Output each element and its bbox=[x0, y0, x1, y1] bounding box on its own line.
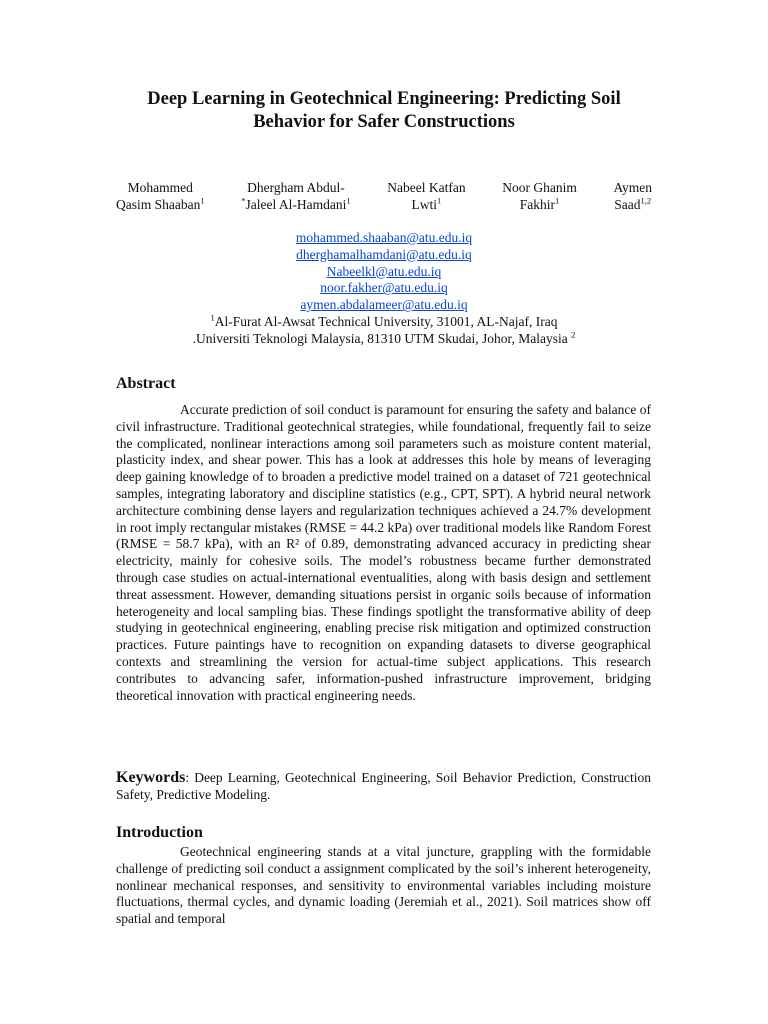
author-name-line1: Aymen bbox=[613, 180, 652, 195]
keywords-paragraph bbox=[116, 770, 651, 804]
affiliation-1 bbox=[0, 314, 768, 331]
author-name-line1: Dhergham Abdul- bbox=[247, 180, 345, 195]
keywords-text: : Deep Learning, Geotechnical Engineering, Soil Behavior Prediction, Construction Safety, Predictive Modeling. bbox=[116, 770, 651, 802]
email-list bbox=[0, 230, 768, 348]
author-name-line1: Mohammed bbox=[127, 180, 193, 195]
author-4 bbox=[502, 179, 577, 213]
corresponding-mark: * bbox=[241, 195, 246, 206]
author-5 bbox=[613, 179, 652, 213]
email-link[interactable]: Nabeelkl@atu.edu.iq bbox=[326, 263, 442, 279]
author-list bbox=[116, 179, 652, 213]
author-affiliation-sup: 1 bbox=[555, 195, 560, 206]
author-name-line1: Noor Ghanim bbox=[502, 180, 577, 195]
introduction-body: Geotechnical engineering stands at a vital juncture, grappling with the formidable challenge of predicting soil conduct a assignment complicated by the soil’s inherent heterogeneity, nonlinear mechanical responses, and sensitivity to environmental variables including moisture fluctuations, thermal cycles, and dynamic loading (Jeremiah et al., 2021). Soil matrices show off spatial and temporal bbox=[116, 844, 651, 927]
author-name-line2: Jaleel Al-Hamdani bbox=[245, 197, 347, 212]
abstract-heading: Abstract bbox=[116, 375, 176, 392]
email-link[interactable]: dherghamalhamdani@atu.edu.iq bbox=[296, 246, 472, 262]
title-line-2: Behavior for Safer Constructions bbox=[253, 112, 515, 132]
author-3 bbox=[387, 179, 465, 213]
author-affiliation-sup: 1 bbox=[346, 195, 351, 206]
affiliation-2 bbox=[0, 331, 768, 348]
email-link[interactable]: noor.fakher@atu.edu.iq bbox=[320, 280, 448, 296]
author-name-line2: Fakhir bbox=[519, 197, 556, 212]
author-1 bbox=[116, 179, 205, 213]
author-name-line1: Nabeel Katfan bbox=[387, 180, 466, 195]
author-affiliation-sup: 1 bbox=[200, 195, 205, 206]
abstract-body: Accurate prediction of soil conduct is paramount for ensuring the safety and balance of civil infrastructure. Traditional geotechnical strategies, while foundational, frequently fail to seize the complicated, nonlinear interactions among soil parameters such as moisture content material, plasticity index, and shear power. This has a look at addresses this hole by means of leveraging deep gaining knowledge of to broaden a predictive model trained on a dataset of 721 geotechnical samples, integrating laboratory and discipline statistics (e.g., CPT, SPT). A hybrid neural network architecture combining dense layers and regularization techniques achieved a 24.7% development in root imply rectangular mistakes (RMSE = 44.2 kPa) over traditional models like Random Forest (RMSE = 58.7 kPa), with an R² of 0.89, demonstrating advanced accuracy in predicting shear electricity, mainly for cohesive soils. The model’s robustness became further demonstrated through case studies on actual-international eventualities, along with basis design and settlement threat assessment. However, demanding situations persist in organic soils because of information heterogeneity and local sampling bias. These findings spotlight the transformative ability of deep studying in geotechnical engineering, enabling precise risk mitigation and optimized construction practices. Future paintings have to recognition on expanding datasets to diverse geographical contexts and streamlining the version for actual-time subject applications. This research contributes to advancing safer, information-pushed infrastructure improvement, bridging theoretical innovation with practical engineering needs. bbox=[116, 402, 651, 703]
email-link[interactable]: aymen.abdalameer@atu.edu.iq bbox=[300, 297, 468, 313]
keywords-label: Keywords bbox=[116, 769, 186, 786]
email-link[interactable]: mohammed.shaaban@atu.edu.iq bbox=[295, 230, 473, 245]
affiliation-1-text: Al-Furat Al-Awsat Technical University, 31001, AL-Najaf, Iraq bbox=[214, 313, 558, 329]
affiliation-sup: 1 bbox=[210, 312, 215, 323]
affiliation-sup: 2 bbox=[571, 329, 576, 340]
author-affiliation-sup: 1,2 bbox=[640, 195, 652, 206]
introduction-heading: Introduction bbox=[116, 824, 203, 841]
author-name-line2: Lwti bbox=[411, 197, 438, 212]
author-name-line2: Qasim Shaaban bbox=[116, 197, 201, 212]
paper-title bbox=[100, 88, 668, 134]
author-affiliation-sup: 1 bbox=[437, 195, 442, 206]
affiliation-2-text: .Universiti Teknologi Malaysia, 81310 UTM Skudai, Johor, Malaysia bbox=[192, 330, 572, 346]
title-line-1: Deep Learning in Geotechnical Engineering: Predicting Soil bbox=[147, 89, 621, 109]
author-2 bbox=[241, 179, 350, 213]
author-name-line2: Saad bbox=[614, 197, 641, 212]
